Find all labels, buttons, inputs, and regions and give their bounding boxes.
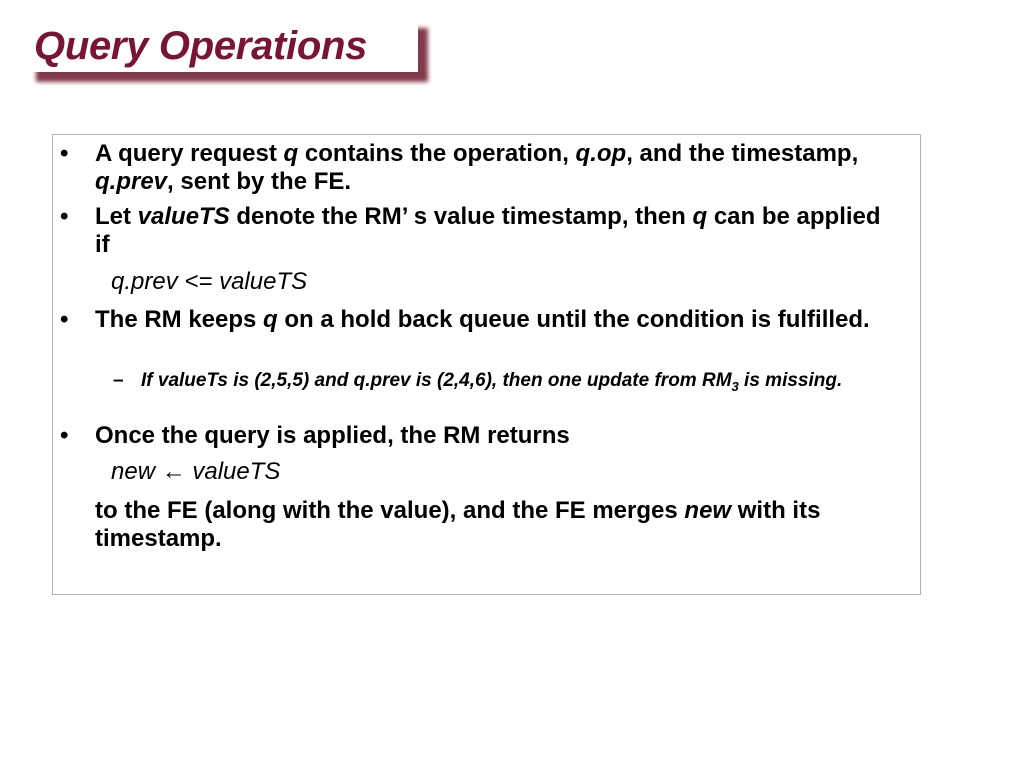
- bullet-marker: •: [60, 306, 69, 333]
- text-run-italic: new: [684, 497, 732, 524]
- text-run: Let: [95, 203, 138, 230]
- bullet-marker: •: [60, 140, 69, 167]
- text-run: is missing.: [738, 370, 843, 391]
- text-run-italic: q: [283, 140, 299, 167]
- text-run: can be applied if: [95, 203, 881, 258]
- bullet-1-text: [95, 140, 895, 196]
- text-run-italic: q: [692, 203, 708, 230]
- text-run-italic: valueTS: [137, 203, 230, 230]
- bullet-2-text: [95, 203, 895, 259]
- bullet-3-text: [95, 306, 895, 334]
- text-run-italic: q.op: [575, 140, 627, 167]
- subscript: 3: [731, 378, 739, 394]
- sub-bullet-text: [141, 370, 891, 397]
- text-run-italic: q: [263, 306, 278, 333]
- text-run: , sent by the FE.: [167, 168, 352, 195]
- bullet-marker: •: [60, 422, 69, 449]
- text-run: on a hold back queue until the condition is fulfilled.: [277, 306, 870, 333]
- content-box: [52, 134, 921, 595]
- text-run: denote the RM’ s value timestamp, then: [229, 203, 693, 230]
- text-run: contains the operation,: [298, 140, 576, 167]
- text-run: If valueTs is (2,5,5) and q.prev is (2,4,6), then one update from RM: [141, 370, 732, 391]
- text-run: , and the timestamp,: [626, 140, 859, 167]
- text-run-italic: q.prev: [95, 168, 168, 195]
- bullet-marker: •: [60, 203, 69, 230]
- bullet-4-continuation: [95, 497, 925, 553]
- text-run: to the FE (along with the value), and the FE merges: [95, 497, 685, 524]
- assign-expression: new ← valueTS: [111, 458, 281, 485]
- bullet-4-text: Once the query is applied, the RM returns: [95, 422, 570, 449]
- text-run: A query request: [95, 140, 284, 167]
- slide-title: Query Operations: [34, 24, 368, 68]
- text-run: The RM keeps: [95, 306, 264, 333]
- condition-expression: q.prev <= valueTS: [111, 268, 308, 295]
- text-run: with its timestamp.: [95, 497, 821, 552]
- sub-bullet-marker: –: [113, 370, 124, 391]
- slide-title-frame: [28, 20, 424, 76]
- title-box: [28, 20, 418, 72]
